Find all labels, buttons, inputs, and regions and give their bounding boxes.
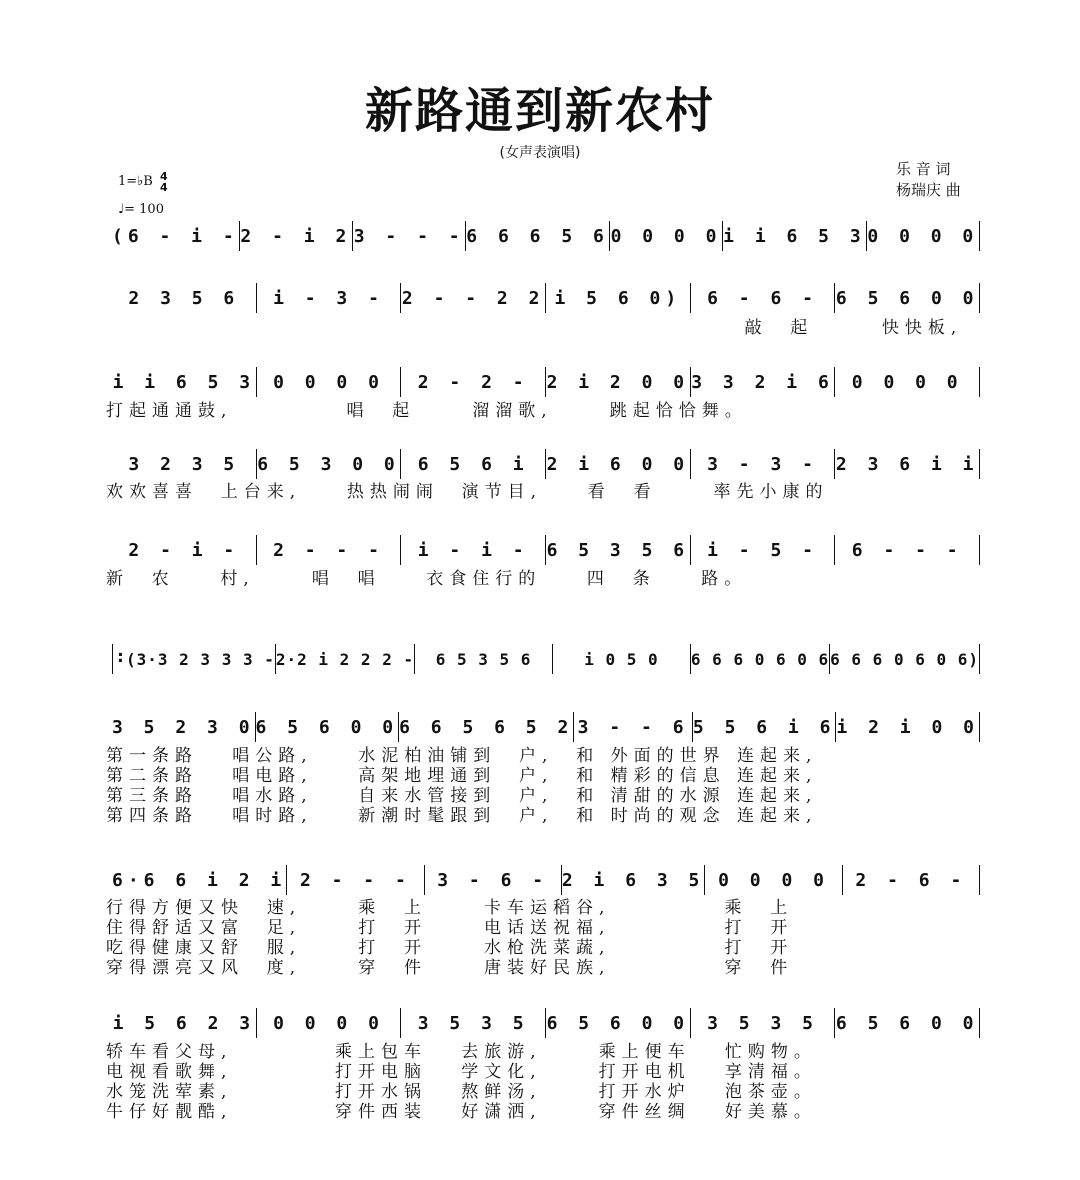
measure: 0 0 0 0 [273, 1012, 384, 1034]
lyric-line: 住得舒适又富 足, 打 开 电话送祝福, 打 开 [106, 918, 794, 938]
measure: 2 - 2 - [417, 371, 529, 393]
measure: 3 5 3 5 [707, 1012, 818, 1034]
lyric-line: 欢欢喜喜 上台来, 热热闹闹 演节目, 看 看 率先小康的 [106, 482, 829, 502]
measure: 3 - - - [353, 225, 465, 247]
measure: 6 5 6 0 0 [835, 287, 979, 309]
measure: i 5 6 0) [554, 287, 682, 309]
measure: 6 6 6 5 6 [466, 225, 609, 247]
barline [979, 1008, 980, 1038]
lyricist-credit: 乐 音 词 [896, 160, 951, 178]
lyric-line: 吃得健康又舒 服, 打 开 水枪洗菜蔬, 打 开 [106, 938, 794, 958]
measure: 2 i 2 0 0 [546, 371, 690, 393]
time-signature-bottom: 4 [160, 181, 168, 194]
measure: 0 0 0 0 [610, 225, 722, 247]
barline [979, 367, 980, 397]
lyric-line: 敲 起 快快板, [106, 318, 963, 338]
measure: 2 3 6 i i [835, 453, 979, 475]
measure: i - i - [417, 539, 529, 561]
measure: 6 5 6 0 0 [255, 716, 399, 738]
measure: 3 - - 6 [577, 716, 689, 738]
measure: i - 3 - [273, 287, 384, 309]
lyric-line: 电视看歌舞, 打开电脑 学文化, 打开电机 享清福。 [106, 1062, 817, 1082]
lyric-line: 第一条路 唱公路, 水泥柏油铺到 户, 和 外面的世界 连起来, [106, 746, 818, 766]
measure: i i 6 5 3 [723, 225, 866, 247]
tempo-marking: ♩= 100 [118, 202, 164, 217]
barline [979, 644, 980, 674]
notation-line-5 [112, 535, 980, 565]
lyric-line: 第四条路 唱时路, 新潮时髦跟到 户, 和 时尚的观念 连起来, [106, 806, 818, 826]
notation-line-2 [112, 283, 980, 313]
measure: 6 5 6 0 0 [546, 1012, 690, 1034]
measure: (6 - i - [112, 225, 239, 247]
lyric-line: 第二条路 唱电路, 高架地埋通到 户, 和 精彩的信息 连起来, [106, 766, 818, 786]
measure: 3 5 3 5 [417, 1012, 529, 1034]
measure: i i 6 5 3 [112, 371, 256, 393]
measure: 2 3 5 6 [128, 287, 240, 309]
barline [979, 221, 980, 251]
measure: 0 0 0 0 [718, 869, 829, 891]
barline [979, 535, 980, 565]
measure: 6 5 6 0 0 [835, 1012, 979, 1034]
measure: 6 6 6 0 6 0 6) [830, 649, 979, 669]
lyric-line: 行得方便又快 速, 乘 上 卡车运稻谷, 乘 上 [106, 898, 794, 918]
notation-line-3 [112, 367, 980, 397]
barline [979, 865, 980, 895]
notation-line-4 [112, 449, 980, 479]
measure: 2 - i 2 [240, 225, 352, 247]
measure: 6 6 5 6 5 2 [399, 716, 574, 738]
barline [979, 283, 980, 313]
time-signature [160, 171, 168, 193]
measure: 2 i 6 0 0 [546, 453, 690, 475]
notation-line-9 [112, 1008, 980, 1038]
measure: 0 0 0 0 [867, 225, 979, 247]
lyric-line: 轿车看父母, 乘上包车 去旅游, 乘上便车 忙购物。 [106, 1042, 817, 1062]
measure: 2 - 6 - [855, 869, 967, 891]
barline [979, 449, 980, 479]
measure: 0 0 0 0 [851, 371, 963, 393]
measure: 6·6 6 i 2 i [112, 869, 287, 891]
performance-note: (女声表演唱) [499, 145, 581, 161]
measure: i - 5 - [707, 539, 818, 561]
composer-credit: 杨瑞庆 曲 [896, 181, 961, 199]
lyric-line: 牛仔好靓酷, 穿件西装 好潇洒, 穿件丝绸 好美慕。 [106, 1102, 817, 1122]
measure: 5 5 6 i 6 [692, 716, 836, 738]
barline [979, 712, 980, 742]
measure: 2 i 6 3 5 [561, 869, 705, 891]
measure: 6 - - - [851, 539, 963, 561]
measure: 3 - 3 - [707, 453, 818, 475]
measure: 3 2 3 5 [128, 453, 240, 475]
measure: 6 5 3 5 6 [435, 649, 532, 669]
measure: 2 - - - [273, 539, 384, 561]
measure: 3 5 2 3 0 [112, 716, 255, 738]
measure: 6 5 3 5 6 [546, 539, 690, 561]
notation-line-6 [112, 644, 980, 674]
lyric-line: 第三条路 唱水路, 自来水管接到 户, 和 清甜的水源 连起来, [106, 786, 818, 806]
measure: i 0 5 0 [584, 649, 659, 669]
measure: 3 - 6 - [437, 869, 549, 891]
repeat-start-barline [112, 644, 126, 674]
lyric-line: 穿得漂亮又风 度, 穿 件 唐装好民族, 穿 件 [106, 958, 794, 978]
measure: (3·3 2 3 3 3 - [126, 649, 275, 669]
measure: 2 - - 2 2 [401, 287, 545, 309]
measure: 2 - - - [299, 869, 411, 891]
key-signature: 1=♭B [118, 174, 153, 189]
measure: 2 - i - [128, 539, 240, 561]
lyric-line: 新 农 村, 唱 唱 衣食住行的 四 条 路。 [106, 569, 748, 589]
measure: i 5 6 2 3 [112, 1012, 256, 1034]
measure: 6 5 6 i [417, 453, 529, 475]
measure: 3 3 2 i 6 [691, 371, 834, 393]
notation-line-1 [112, 221, 980, 251]
measure: 6 5 3 0 0 [257, 453, 400, 475]
lyric-line: 打起通通鼓, 唱 起 溜溜歌, 跳起恰恰舞。 [106, 401, 748, 421]
measure: 6 - 6 - [707, 287, 818, 309]
notation-line-8 [112, 865, 980, 895]
measure: 6 6 6 0 6 0 6 [690, 649, 830, 669]
lyric-line: 水笼洗荤素, 打开水锅 熬鲜汤, 打开水炉 泡茶壶。 [106, 1082, 817, 1102]
measure: 2·2 i 2 2 2 - [275, 649, 415, 669]
time-signature-top: 4 [160, 170, 168, 183]
song-title: 新路通到新农村 [364, 83, 715, 139]
measure: i 2 i 0 0 [836, 716, 979, 738]
measure: 0 0 0 0 [273, 371, 384, 393]
notation-line-7 [112, 712, 980, 742]
